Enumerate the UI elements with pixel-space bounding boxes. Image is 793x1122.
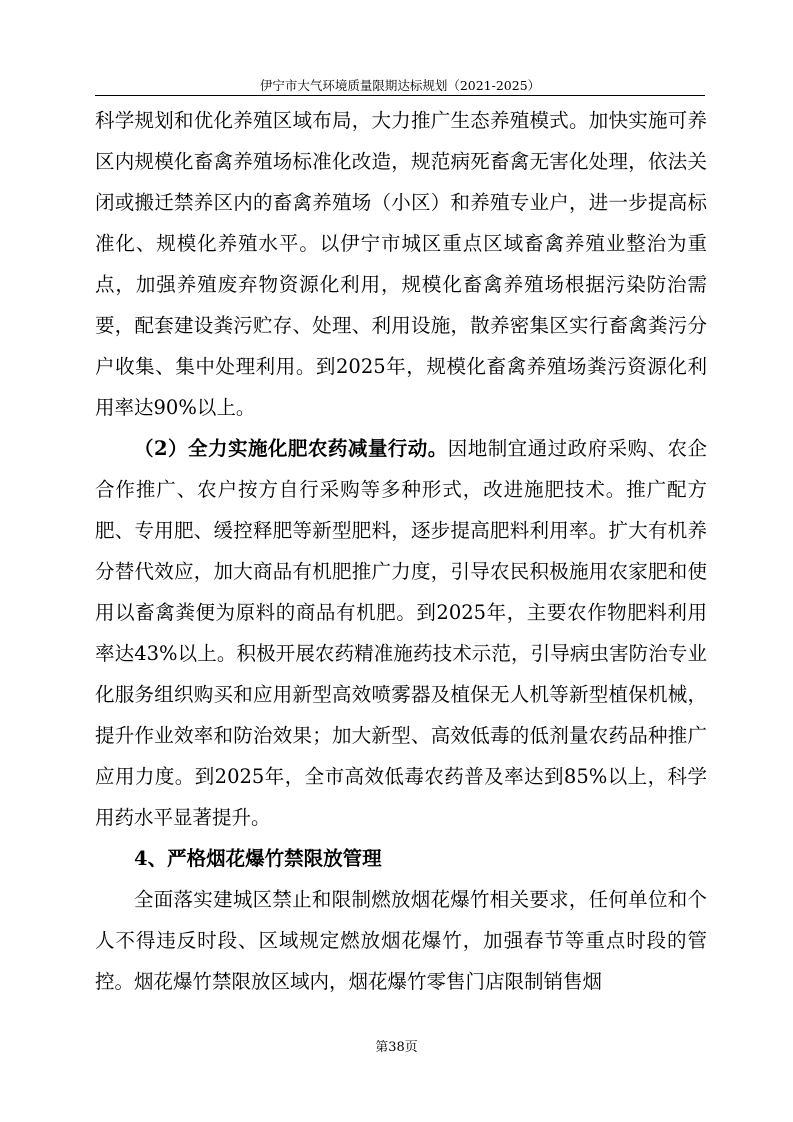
page-number: 第38页 [375,1040,418,1055]
running-header: 伊宁市大气环境质量限期达标规划（2021-2025） [259,78,541,93]
paragraph-fertilizer [95,428,707,838]
paragraph-fireworks: 全面落实建城区禁止和限制燃放烟花爆竹相关要求，任何单位和个人不得违反时段、区域规定燃放烟花爆竹，加强春节等重点时段的管控。烟花爆竹禁限放区域内，烟花爆竹零售门店限制销售烟 [95,888,707,993]
paragraph-livestock: 科学规划和优化养殖区域布局，大力推广生态养殖模式。加快实施可养区内规模化畜禽养殖场标准化改造，规范病死畜禽无害化处理，依法关闭或搬迁禁养区内的畜禽养殖场（小区）和养殖专业户，进一步提高标准化、规模化养殖水平。以伊宁市城区重点区域畜禽养殖业整治为重点，加强养殖废弃物资源化利用，规模化畜禽养殖场根据污染防治需要，配套建设粪污贮存、处理、利用设施，散养密集区实行畜禽粪污分户收集、集中处理利用。到2025年，规模化畜禽养殖场粪污资源化利用率达90%以上。 [95,109,707,419]
paragraph-fertilizer-text: 因地制宜通过政府采购、农企合作推广、农户按方自行采购等多种形式，改进施肥技术。推广配方肥、专用肥、缓控释肥等新型肥料，逐步提高肥料利用率。扩大有机养分替代效应，加大商品有机肥推广力度，引导农民积极施用农家肥和使用以畜禽粪便为原料的商品有机肥。到2025年，主要农作物肥料利用率达43%以上。积极开展农药精准施药技术示范，引导病虫害防治专业化服务组织购买和应用新型高效喷雾器及植保无人机等新型植保机械，提升作业效率和防治效果；加大新型、高效低毒的低剂量农药品种推广应用力度。到2025年，全市高效低毒农药普及率达到85%以上，科学用药水平显著提升。 [95,437,707,829]
document-body [95,100,707,1002]
section-heading: 4、严格烟花爆竹禁限放管理 [134,847,382,870]
header-rule [95,95,705,96]
subsection-heading: （2）全力实施化肥农药减量行动。 [134,437,448,460]
